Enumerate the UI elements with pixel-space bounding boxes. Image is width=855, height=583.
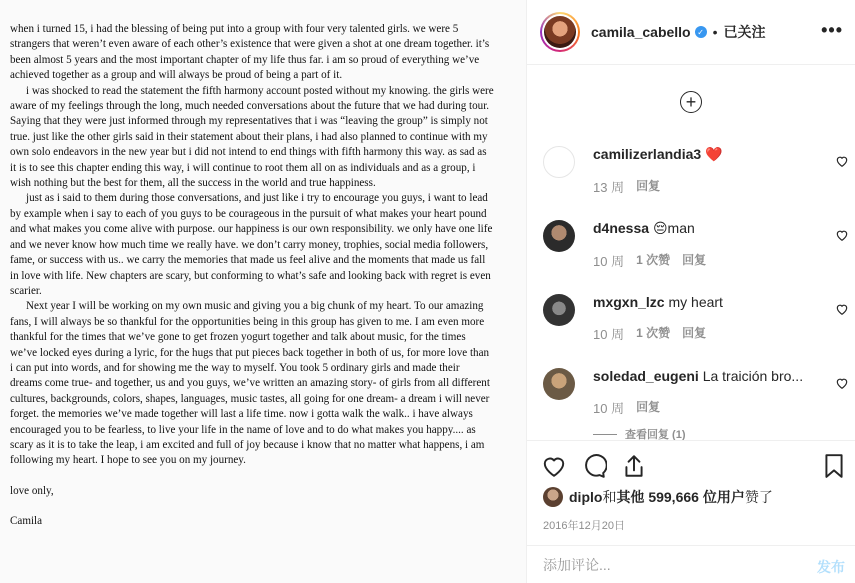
post-sidebar [527,0,855,583]
liker-avatar[interactable] [543,487,563,507]
load-more-comments [527,65,855,139]
verified-badge-icon: ✓ [695,26,707,38]
view-replies-rule [593,434,617,435]
letter-text [10,22,494,530]
avatar-photo [544,16,576,48]
comment-time[interactable]: 10 周 [593,327,625,342]
add-comment-bar [527,545,855,583]
letter-signature: Camila [10,515,43,528]
liker-username[interactable]: diplo [569,489,603,505]
comment-text: 😔man [652,220,695,236]
comment-username[interactable]: soledad_eugeni [593,368,699,384]
comment-username[interactable]: d4nessa [593,220,650,236]
share-icon[interactable] [621,453,647,479]
reply-button[interactable]: 回复 [636,179,661,193]
load-more-comments-icon[interactable]: + [680,91,702,113]
letter-closing: love only, [10,484,54,497]
comment-time[interactable]: 10 周 [593,254,625,269]
comment-text: my heart [668,294,723,310]
like-comment-heart-icon[interactable] [835,302,849,316]
post-date[interactable]: 2016年12月20日 [543,520,625,532]
comment-time[interactable]: 13 周 [593,180,625,195]
header-separator: • [712,24,718,40]
post-button[interactable]: 发布 [817,559,845,575]
letter-paragraph-2: i was shocked to read the statement the fifth harmony account posted without my knowing. the girls were aware of my feelings through the long, much needed conversations about the future that we had during tour. Saying that they were just informed through my representatives that i was “leaving the group” is simply not true. just like the other girls said in their statement about their plans, i had also planned to continue with my own solo endeavors in the new year but i did not intend to end things with fifth harmony this way. as sad as it is to see this chapter ending this way, i will continue to root them all on as individuals and as a group, i wish nothing but the best for them, all the success in the world and true happiness. [10,84,494,190]
comment-avatar[interactable] [543,220,575,252]
comment-username[interactable]: mxgxn_lzc [593,294,665,310]
comment-bubble-icon[interactable] [581,453,607,479]
more-options-icon[interactable]: ••• [821,20,843,40]
avatar[interactable] [540,12,580,52]
like-heart-icon[interactable] [541,453,567,479]
comment-avatar[interactable] [543,146,575,178]
letter-paragraph-4: Next year I will be working on my own music and giving you a big chunk of my heart. To our amazing fans, I will always be so thankful for the opportunities being in this group has given to me. I am even more thankful for the times that we’ve gone to get frozen yogurt together and talk about music, for the times we’ve locked eyes during a lyric, for the hugs that put pieces back together in both of us, for more love than i can put into words, and for showing me the way to myself. You took 5 ordinary girls and made their dreams come true- and together, us and you guys, we’ve written an amazing story- of girls from all different cultures, backgrounds, colors, shapes, languages, music tastes, all going for one dream- a dream i will never forget. the memories we’ve made together will last a life time. now i gotta walk the walk.. i have always encouraged you to be fearless, to live your life in the name of love and to do what makes you happy.... as scary as it is to take the leap, i am excited and full of joy because i know that no matter what happens, i am following my heart. I hope to see you on my journey. [10,300,490,467]
reply-button[interactable]: 回复 [636,400,661,414]
comment-avatar[interactable] [543,368,575,400]
bookmark-icon[interactable] [821,453,847,479]
following-button[interactable]: 已关注 [723,24,766,40]
reply-button[interactable]: 回复 [682,253,707,267]
likes-suffix: 赞了 [744,489,773,505]
reply-button[interactable]: 回复 [682,326,707,340]
likes-count-link[interactable]: 其他 599,666 位用户 [616,489,745,505]
comment-avatar[interactable] [543,294,575,326]
letter-paragraph-1: when i turned 15, i had the blessing of being put into a group with four very talented girls. we were 5 strangers that weren’t even aware of each other’s existence that were given a shot at one dream together. it’s been almost 5 years and the most important chapter of my life thus far. i am so proud of everything we’ve achieved together as a group and will always be proud of being a part of it. [10,23,490,82]
username-link[interactable]: camila_cabello [591,24,691,40]
comment-text: ❤️ [705,146,723,162]
post-header [527,0,855,65]
action-bar [527,440,855,492]
view-replies-label: 查看回复 (1) [625,429,686,441]
comment-likes-count[interactable]: 1 次赞 [636,326,671,340]
comment-input[interactable] [543,554,783,576]
like-comment-heart-icon[interactable] [835,376,849,390]
comment-likes-count[interactable]: 1 次赞 [636,253,671,267]
letter-paragraph-3: just as i said to them during those conversations, and just like i try to encourage you guys, i want to lead by example when i say to each of you guys to be courageous in the pursuit of what makes your heart pound and what makes you come alive with purpose. our happiness is our own responsibility. we only have one life and we never know how much time we really have. we don’t carry money, trophies, social media followers, fame, or success with us.. we carry the memories that made us feel alive and the moments that made us fall in love with life. New chapters are scary, but conforming to what’s safe and looking back with regret is even scarier. [10,192,493,297]
likes-connector: 和 [602,489,617,505]
comment-time[interactable]: 10 周 [593,401,625,416]
comment-text: La traición bro... [702,368,804,384]
likes-summary [543,487,773,507]
comment-username[interactable]: camilizerlandia3 [593,146,702,162]
like-comment-heart-icon[interactable] [835,154,849,168]
like-comment-heart-icon[interactable] [835,228,849,242]
